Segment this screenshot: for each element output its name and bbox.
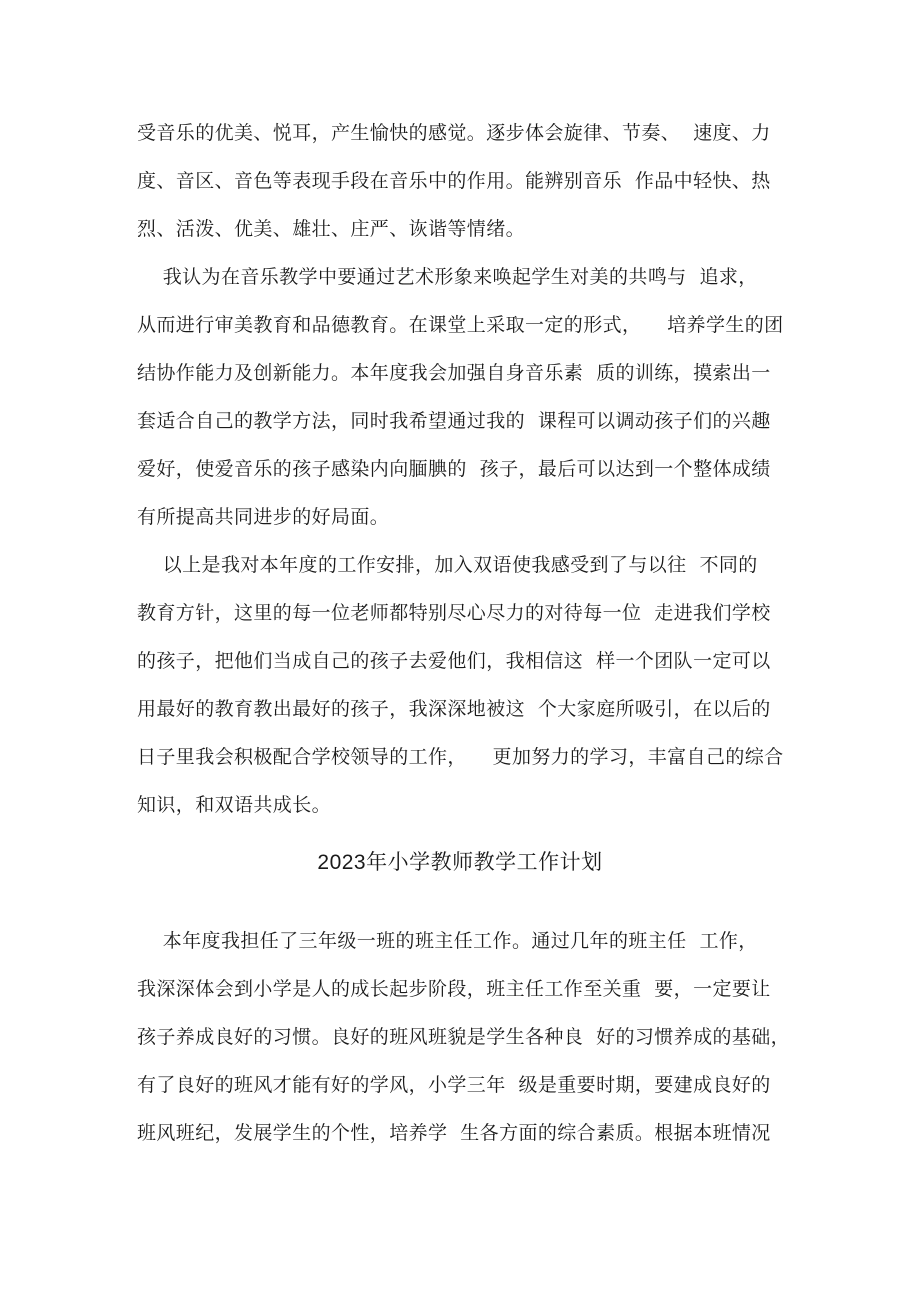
text-line: 日子里我会积极配合学校领导的工作， 更加努力的学习，丰富自己的综合 [137,746,784,768]
text-line: 我认为在音乐教学中要通过艺术形象来唤起学生对美的共鸣与 追求， [137,266,758,288]
section-title: 2023年小学教师教学工作计划 [317,851,603,874]
text-line: 本年度我担任了三年级一班的班主任工作。通过几年的班主任 工作， [137,930,758,952]
text-line: 套适合自己的教学方法，同时我希望通过我的 课程可以调动孩子们的兴趣 [137,410,771,432]
text-line: 受音乐的优美、悦耳，产生愉快的感觉。逐步体会旋律、节奏、 速度、力 [137,122,771,144]
text-line: 以上是我对本年度的工作安排，加入双语使我感受到了与以往 不同的 [137,554,758,576]
text-line: 知识，和双语共成长。 [137,794,332,816]
text-line: 从而进行审美教育和品德教育。在课堂上采取一定的形式， 培养学生的团 [137,314,784,336]
text-line: 有所提高共同进步的好局面。 [137,506,390,528]
text-line: 爱好，使爱音乐的孩子感染内向腼腆的 孩子，最后可以达到一个整体成绩 [137,458,771,480]
text-line: 度、音区、音色等表现手段在音乐中的作用。能辨别音乐 作品中轻快、热 [137,170,771,192]
text-line: 结协作能力及创新能力。本年度我会加强自身音乐素 质的训练，摸索出一 [137,362,771,384]
text-line: 有了良好的班风才能有好的学风，小学三年 级是重要时期，要建成良好的 [137,1074,771,1096]
text-line: 教育方针，这里的每一位老师都特别尽心尽力的对待每一位 走进我们学校 [137,602,771,624]
text-line: 用最好的教育教出最好的孩子，我深深地被这 个大家庭所吸引，在以后的 [137,698,771,720]
text-line: 的孩子，把他们当成自己的孩子去爱他们，我相信这 样一个团队一定可以 [137,650,771,672]
text-line: 孩子养成良好的习惯。良好的班风班貌是学生各种良 好的习惯养成的基础， [137,1026,791,1048]
text-line: 烈、活泼、优美、雄壮、庄严、诙谐等情绪。 [137,218,526,240]
text-line: 我深深体会到小学是人的成长起步阶段，班主任工作至关重 要，一定要让 [137,978,771,1000]
text-line: 班风班纪，发展学生的个性，培养学 生各方面的综合素质。根据本班情况 [137,1122,771,1144]
